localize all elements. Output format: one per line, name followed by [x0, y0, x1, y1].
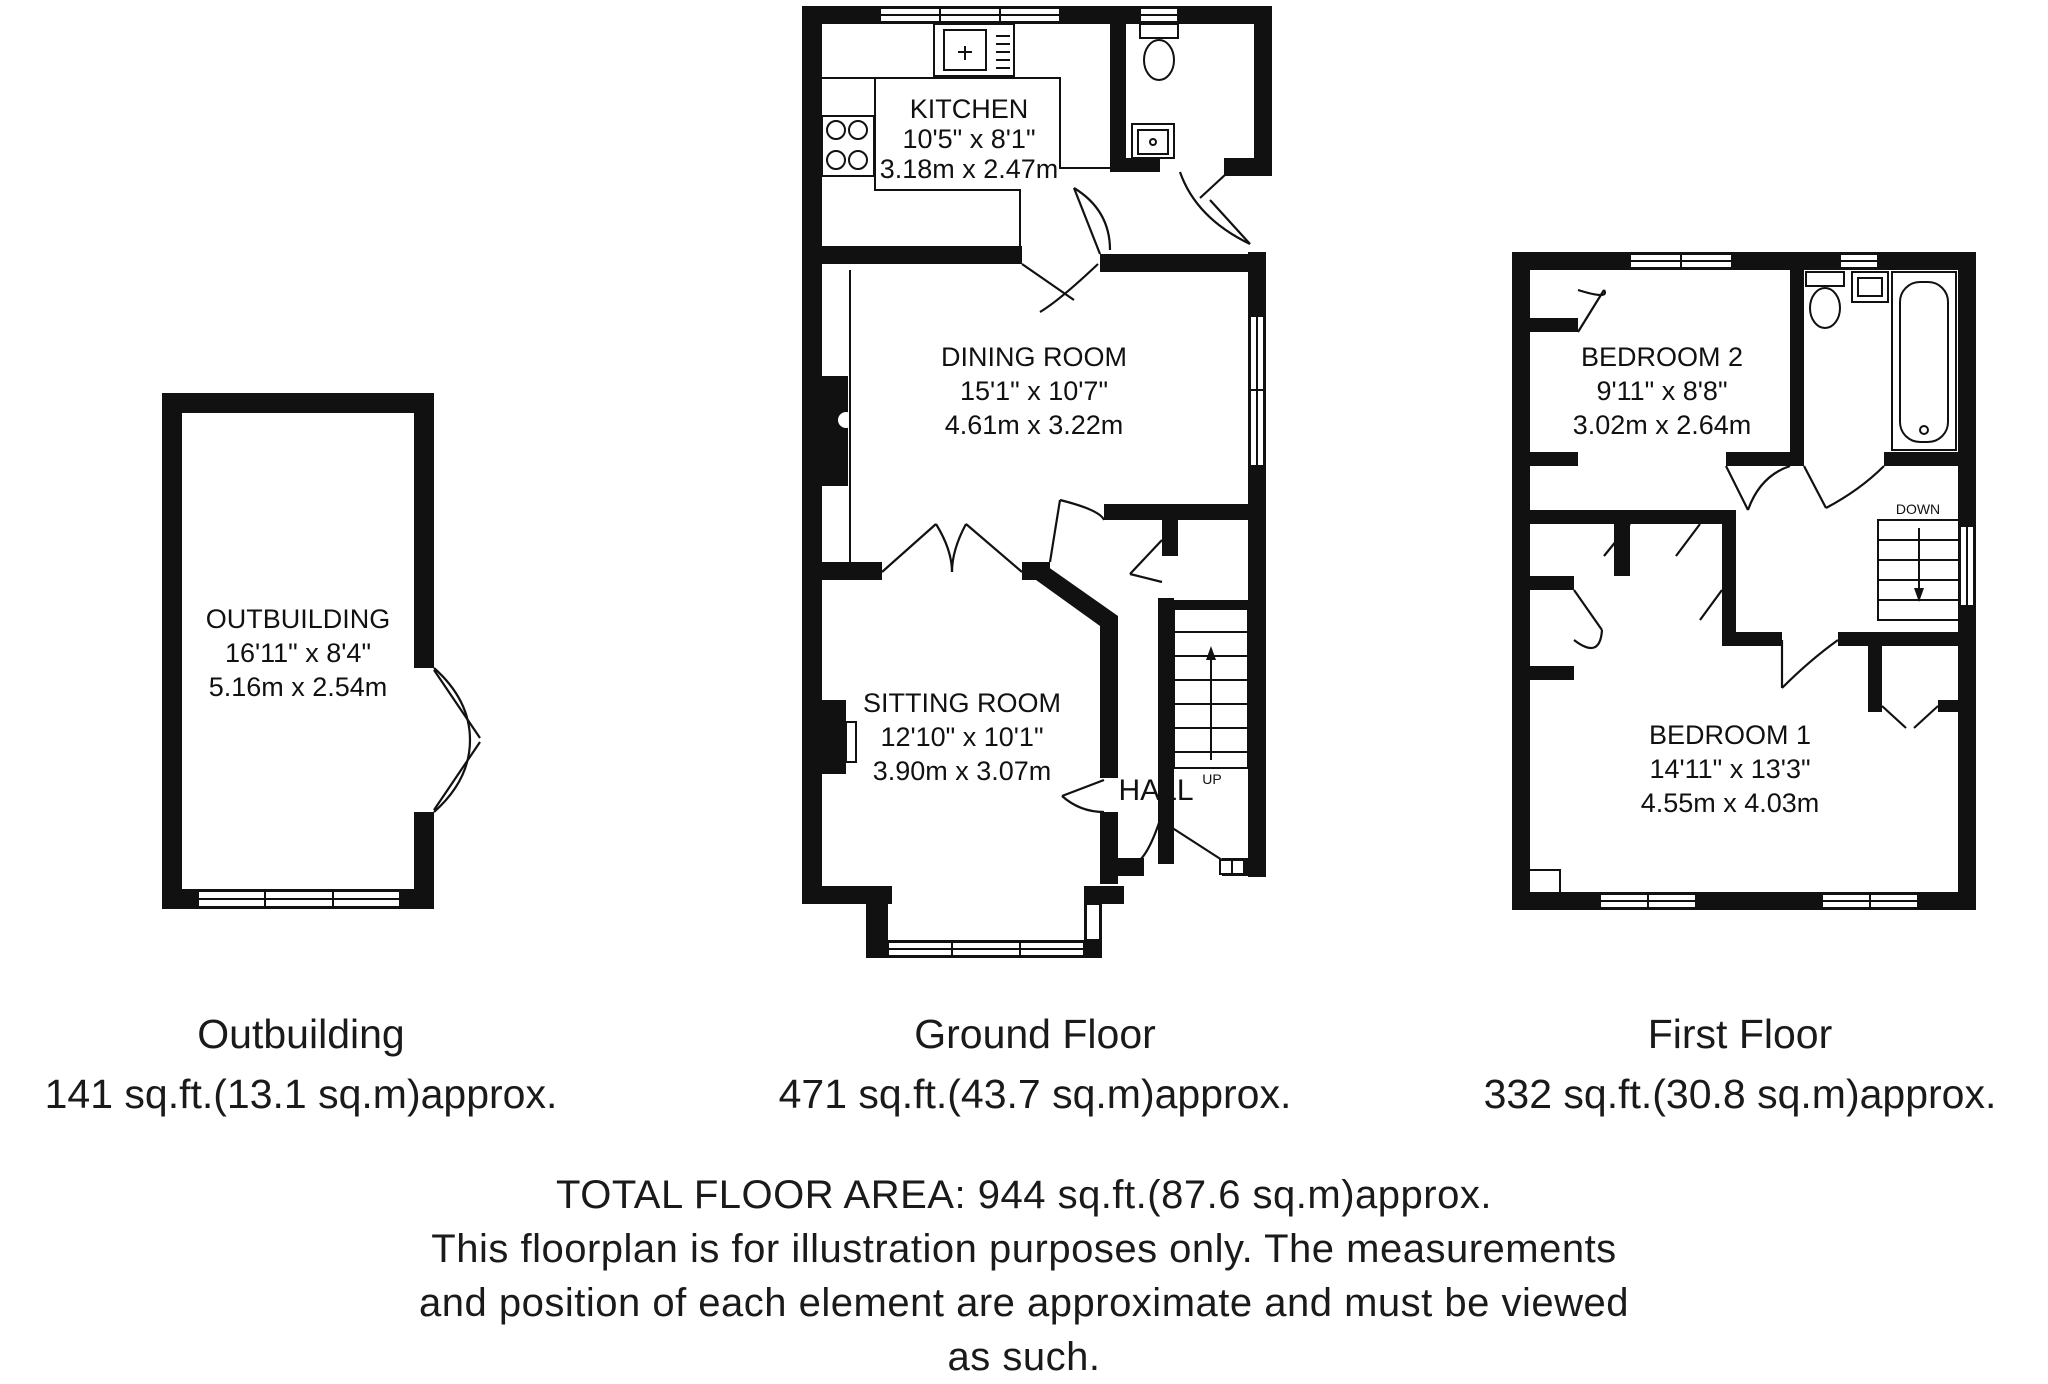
- first-floor-stairs: [1878, 520, 1960, 620]
- bedroom1-metric-size: 4.55m x 4.03m: [1640, 788, 1820, 818]
- kitchen-imperial-size: 10'5" x 8'1": [902, 124, 1036, 154]
- first-floor-caption-area: 332 sq.ft.(30.8 sq.m)approx.: [1483, 1071, 1997, 1117]
- first-floor-caption-title: First Floor: [1647, 1011, 1833, 1057]
- wardrobe-doors: [1574, 524, 1722, 648]
- outbuilding-window: [198, 891, 400, 907]
- bedroom2-metric-size: 3.02m x 2.64m: [1572, 410, 1752, 440]
- stairs-up-label: UP: [1202, 771, 1222, 787]
- hall-window: [1220, 860, 1244, 874]
- bedroom1-room-name: BEDROOM 1: [1648, 720, 1812, 750]
- stairs-down-label: DOWN: [1895, 501, 1941, 517]
- dining-imperial-size: 15'1" x 10'7": [959, 376, 1109, 406]
- disclaimer-line-3: as such.: [947, 1335, 1101, 1379]
- ground-floor-caption-area: 471 sq.ft.(43.7 sq.m)approx.: [778, 1071, 1292, 1117]
- kitchen-window: [880, 8, 1060, 22]
- outbuilding-double-door: [434, 668, 480, 812]
- ground-floor-caption: [720, 1004, 1350, 1124]
- bedroom2-imperial-size: 9'11" x 8'8": [1596, 376, 1728, 406]
- bedroom2-door: [1726, 466, 1790, 510]
- outbuilding-plan: [162, 393, 480, 909]
- hall-room-name: HALL: [1118, 774, 1194, 807]
- bedroom1-cupboard-doors: [1882, 706, 1938, 728]
- landing-window: [1960, 526, 1974, 606]
- first-floor-caption: [1432, 1004, 2048, 1124]
- ground-floor-stairs: [1174, 608, 1248, 768]
- bathroom-door: [1804, 466, 1884, 508]
- ground-floor-caption-title: Ground Floor: [914, 1011, 1156, 1057]
- sitting-metric-size: 3.90m x 3.07m: [872, 756, 1052, 786]
- bay-window: [888, 904, 1100, 956]
- toilet-icon: [1140, 24, 1178, 80]
- bathtub-icon: [1892, 272, 1956, 450]
- first-floor-plan: [1512, 252, 1976, 910]
- dining-window: [1250, 316, 1264, 466]
- bedroom2-room-name: BEDROOM 2: [1580, 342, 1744, 372]
- sitting-room-name: SITTING ROOM: [863, 688, 1061, 718]
- outbuilding-room-name: OUTBUILDING: [205, 604, 391, 634]
- bedroom1-imperial-size: 14'11" x 13'3": [1649, 754, 1811, 784]
- basin-icon: [1132, 124, 1174, 158]
- ground-floor-plan: [802, 6, 1272, 958]
- sitting-french-doors: [882, 524, 1022, 572]
- cupboard-door: [1130, 540, 1162, 582]
- outbuilding-caption: [0, 1004, 606, 1124]
- kitchen-room-name: KITCHEN: [909, 94, 1029, 124]
- bedroom1-window-left: [1600, 894, 1696, 908]
- floorplan-footer: [324, 1168, 1724, 1384]
- dining-metric-size: 4.61m x 3.22m: [944, 410, 1124, 440]
- kitchen-door: [1022, 188, 1110, 312]
- bedroom1-window-right: [1822, 894, 1918, 908]
- front-door: [1140, 820, 1222, 860]
- disclaimer-line-1: This floorplan is for illustration purposes only. The measurements: [431, 1227, 1617, 1271]
- outbuilding-caption-area: 141 sq.ft.(13.1 sq.m)approx.: [44, 1071, 558, 1117]
- bedroom2-window: [1630, 254, 1732, 268]
- dining-door: [1050, 500, 1104, 562]
- outbuilding-caption-title: Outbuilding: [197, 1011, 405, 1057]
- hall-sitting-door: [1062, 780, 1104, 812]
- disclaimer-line-2: and position of each element are approximate and must be viewed: [419, 1281, 1629, 1325]
- bedroom2-cupboard-door: [1578, 290, 1605, 332]
- total-floor-area: TOTAL FLOOR AREA: 944 sq.ft.(87.6 sq.m)approx.: [556, 1173, 1492, 1217]
- bedroom1-door: [1782, 640, 1838, 688]
- wc-door: [1180, 172, 1250, 244]
- first-floor-basin-icon: [1852, 272, 1888, 302]
- dining-room-name: DINING ROOM: [941, 342, 1127, 372]
- hob-icon: [822, 116, 874, 176]
- outbuilding-metric-size: 5.16m x 2.54m: [208, 672, 388, 702]
- first-floor-toilet-icon: [1806, 272, 1844, 328]
- outbuilding-imperial-size: 16'11" x 8'4": [224, 638, 372, 668]
- bathroom-window: [1840, 254, 1878, 268]
- wc-window: [1140, 8, 1178, 22]
- sitting-imperial-size: 12'10" x 10'1": [880, 722, 1044, 752]
- kitchen-metric-size: 3.18m x 2.47m: [879, 154, 1059, 184]
